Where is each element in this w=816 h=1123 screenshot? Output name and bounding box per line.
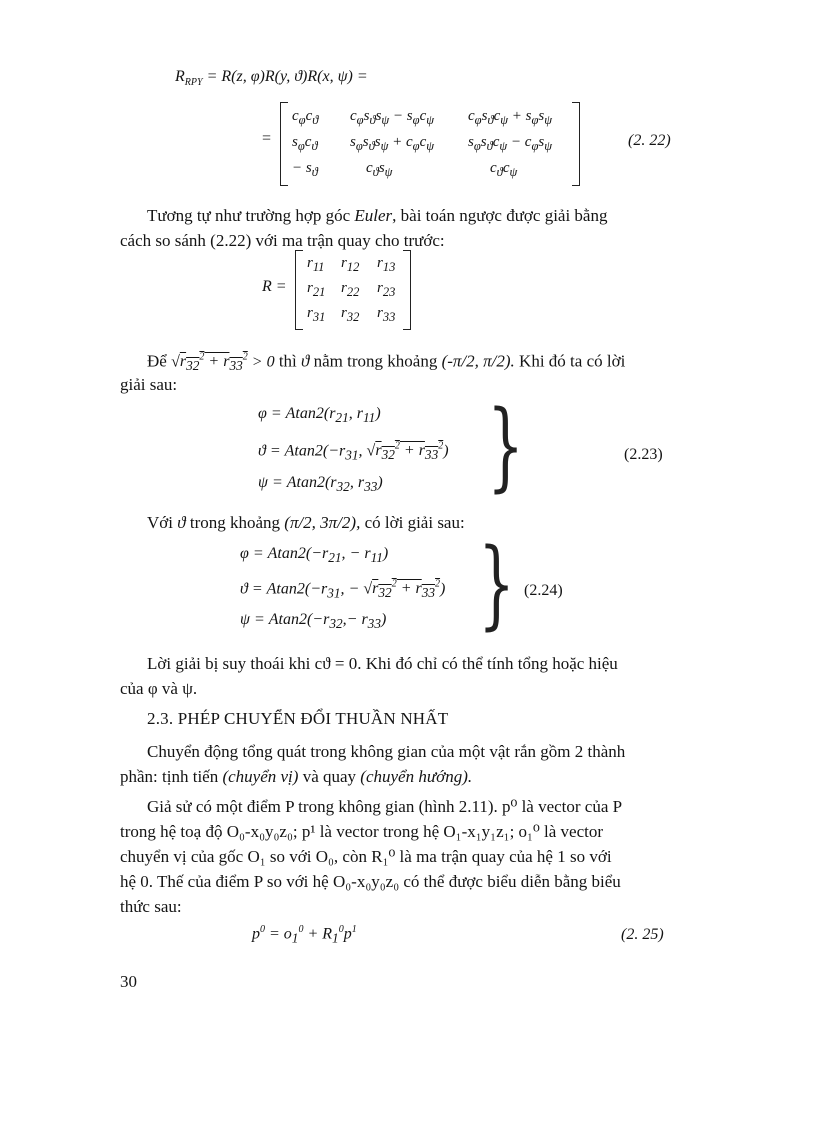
matrix-r-cell-32: $r_{32}$ <box>341 305 360 324</box>
rpy-equation-lhs: $R_{RPY} = R(z$, φ)R(y, ϑ)R(x, ψ) = <box>175 68 368 89</box>
equation-number-2-24: (2.24) <box>524 582 563 599</box>
equation-number-2-23: (2.23) <box>624 446 663 463</box>
rpy-cell-23: $s_\varphi s_ϑc_\psi - c_\varphi s_\psi$ <box>468 134 552 153</box>
eq23-psi: $\psi = Atan2(r_{32}$, $r_{33}$) <box>258 474 383 495</box>
paragraph-second-range: Với ϑ trong khoảng (π/2, 3π/2), có lời giải sau: <box>147 513 465 532</box>
matrix-r-cell-21: $r_{21}$ <box>307 280 326 299</box>
rpy-equals-sign: = <box>262 130 272 147</box>
matrix-r-cell-31: $r_{31}$ <box>307 305 326 324</box>
rpy-cell-13: $c_\varphi s_ϑc_\psi + s_\varphi s_\psi$ <box>468 108 553 127</box>
page-number: 30 <box>120 972 137 991</box>
rpy-cell-31: − $s_ϑ$ <box>292 160 318 179</box>
paragraph-point-line5: thức sau: <box>120 897 182 916</box>
matrix-r-cell-33: $r_{33}$ <box>377 305 396 324</box>
eq23-phi: $\varphi = Atan2(r_{21}$, $r_{11}$) <box>258 405 381 426</box>
matrix-r-cell-12: $r_{12}$ <box>341 255 360 274</box>
paragraph-motion-line2: phần: tịnh tiến (chuyển vị) và quay (chuyển hướng). <box>120 767 473 786</box>
paragraph-inverse-problem-line1: Tương tự như trường hợp góc Euler, bài toán ngược được giải bằng <box>147 206 608 225</box>
matrix-r-cell-22: $r_{22}$ <box>341 280 360 299</box>
condition-formula: $√r_{32}^2 + r_{33}^2 > 0$ <box>171 352 275 374</box>
eq23-theta: $ϑ = Atan2(-r_{31}$, $√r_{32}^2 + r_{33}^2$) <box>258 441 449 463</box>
rpy-cell-32: $c_ϑs_\psi$ <box>366 160 393 179</box>
eq24-right-brace: } <box>478 528 515 640</box>
paragraph-motion-line1: Chuyển động tổng quát trong không gian của một vật rắn gồm 2 thành <box>147 742 626 761</box>
eq24-phi: $\varphi = Atan2(-r_{21}$, − $r_{11}$) <box>240 545 389 566</box>
matrix-r-cell-13: $r_{13}$ <box>377 255 396 274</box>
paragraph-condition-line1: Để $√r_{32}^2 + r_{33}^2 > 0$ thì ϑ nằm trong khoảng (-π/2, π/2). Khi đó ta có lời <box>147 351 626 374</box>
matrix-r-cell-11: $r_{11}$ <box>307 255 325 274</box>
paragraph-point-line1: Giả sử có một điểm P trong không gian (hình 2.11). p⁰ là vector của P <box>147 797 623 816</box>
rpy-cell-11: $c_\varphi c_ϑ$ <box>292 108 319 127</box>
paragraph-inverse-problem-line2: cách so sánh (2.22) với ma trận quay cho trước: <box>120 231 445 250</box>
paragraph-degenerate-line2: của φ và ψ. <box>120 679 198 698</box>
matrix-r-cell-23: $r_{23}$ <box>377 280 396 299</box>
rpy-cell-12: $c_\varphi s_ϑs_\psi - s_\varphi c_\psi$ <box>350 108 435 127</box>
rpy-cell-21: $s_\varphi c_ϑ$ <box>292 134 318 153</box>
matrix-r-lhs: R = <box>262 278 287 295</box>
paragraph-condition-line2: giải sau: <box>120 375 178 394</box>
section-heading: 2.3. PHÉP CHUYỂN ĐỔI THUẦN NHẤT <box>147 709 449 728</box>
eq24-psi: $\psi = Atan2(-r_{32},- r_{33})$ <box>240 611 387 632</box>
eq23-right-brace: } <box>487 390 524 502</box>
rpy-cell-33: $c_ϑc_\psi$ <box>490 160 518 179</box>
equation-number-2-25: (2. 25) <box>621 926 664 943</box>
eq24-theta: $ϑ = Atan2(-r_{31}$, − $√r_{32}^2 + r_{33}^2$) <box>240 579 446 601</box>
paragraph-point-line2: trong hệ toạ độ O₀-x₀y₀z₀; p¹ là vector trong hệ O₁-x₁y₁z₁; o₁⁰ là vector <box>120 822 604 841</box>
paragraph-point-line4: hệ 0. Thế của điểm P so với hệ O₀-x₀y₀z₀ có thể được biểu diễn bằng biểu <box>120 872 621 891</box>
paragraph-point-line3: chuyển vị của gốc O₁ so với O₀, còn R₁⁰ là ma trận quay của hệ 1 so với <box>120 847 612 866</box>
eq25-formula: $p^0 = o_1^0 + R_1^0p^1$ <box>252 924 357 946</box>
paragraph-degenerate-line1: Lời giải bị suy thoái khi cϑ = 0. Khi đó chỉ có thể tính tổng hoặc hiệu <box>147 654 618 673</box>
matrix-r <box>295 250 411 330</box>
rpy-cell-22: $s_\varphi s_ϑs_\psi + c_\varphi c_\psi$ <box>350 134 434 153</box>
rpy-rotation-matrix <box>280 102 580 186</box>
equation-number-2-22: (2. 22) <box>628 132 671 149</box>
